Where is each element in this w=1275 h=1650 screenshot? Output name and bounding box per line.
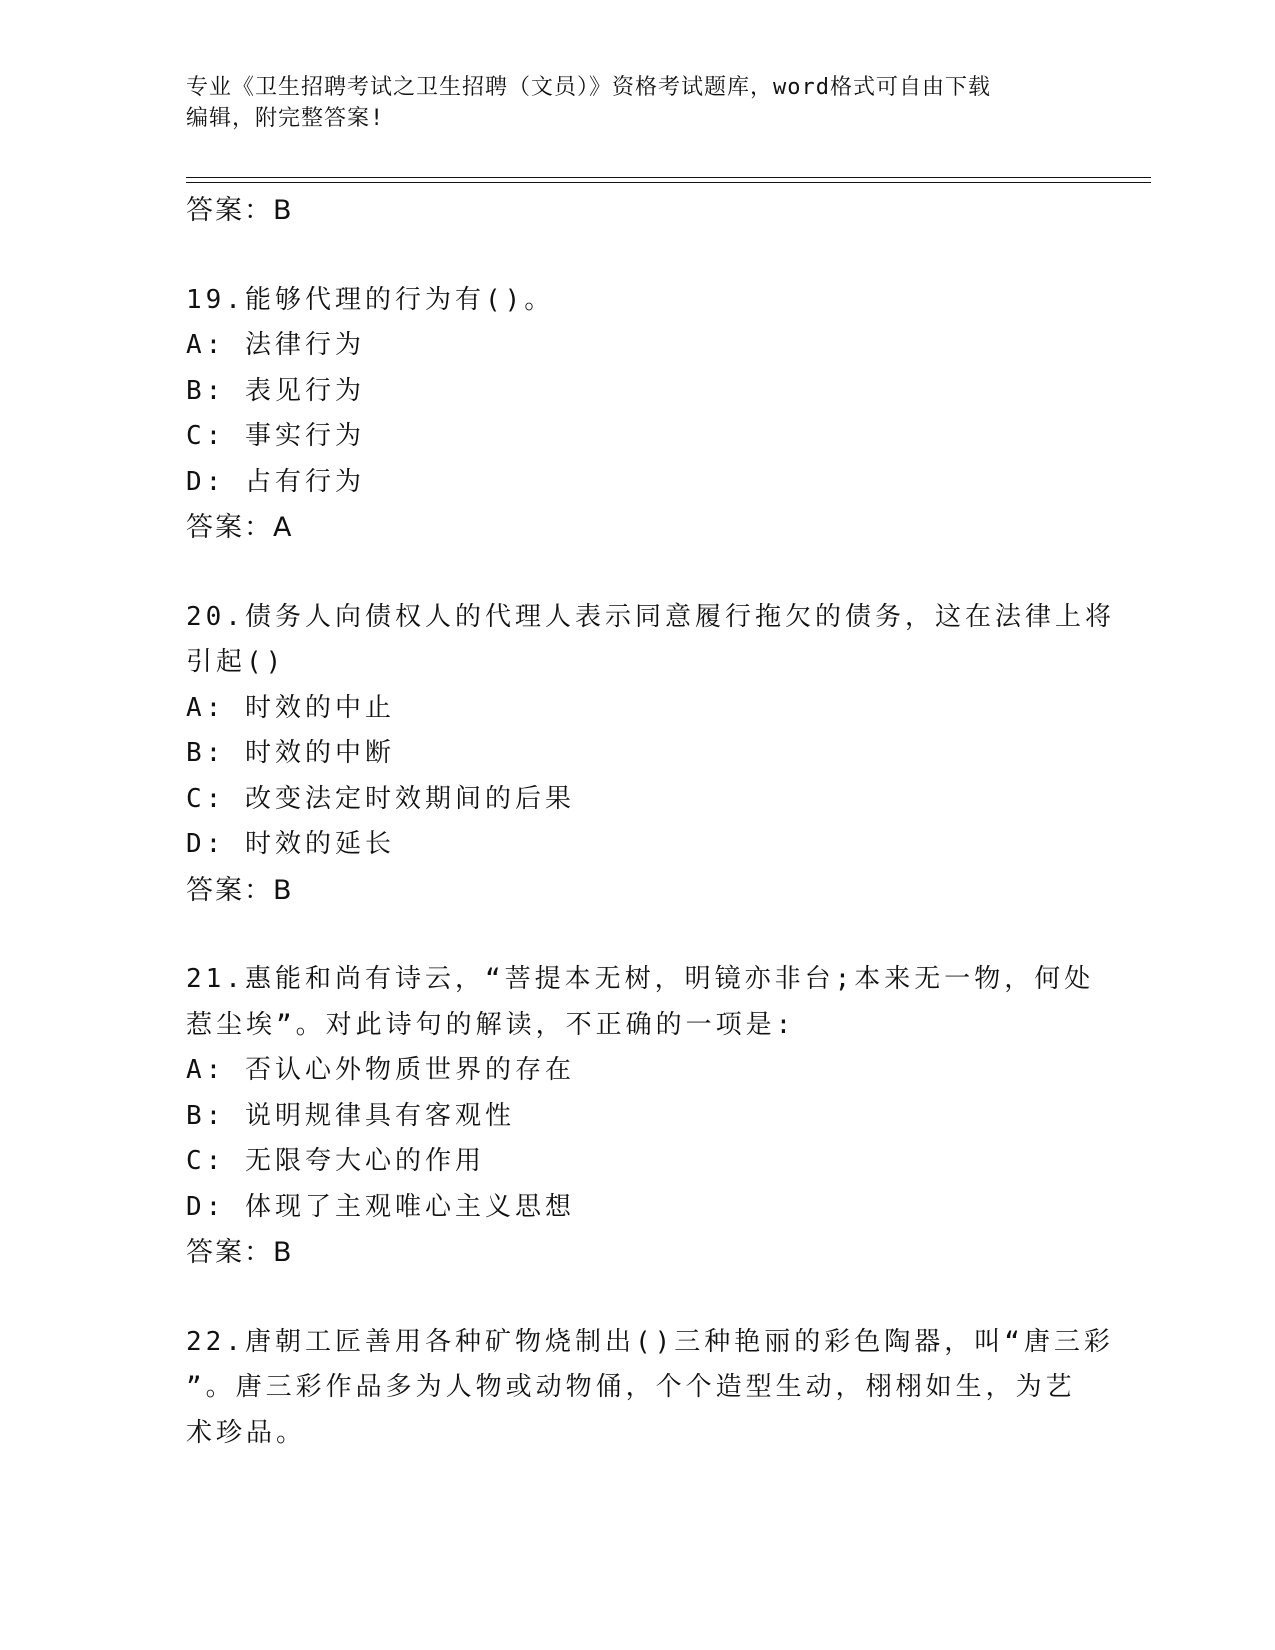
- option-d: D: 体现了主观唯心主义思想: [186, 1191, 575, 1222]
- document-header: [186, 72, 1066, 134]
- question-list: [186, 188, 1115, 1456]
- header-divider-top: [186, 177, 1151, 178]
- option-c: C: 改变法定时效期间的后果: [186, 783, 575, 814]
- option-a: A: 否认心外物质世界的存在: [186, 1055, 575, 1085]
- question-stem: 术珍品。: [186, 1417, 307, 1448]
- option-b: B: 时效的中断: [186, 738, 395, 768]
- question-stem: 21.惠能和尚有诗云，“菩提本无树，明镜亦非台;本来无一物，何处: [186, 964, 1095, 994]
- question-19: [186, 278, 1086, 551]
- option-c: C: 事实行为: [186, 421, 365, 451]
- question-stem: 惹尘埃”。对此诗句的解读，不正确的一项是:: [186, 1009, 796, 1040]
- question-stem: 19.能够代理的行为有()。: [186, 284, 555, 315]
- question-22: [186, 1320, 1114, 1457]
- option-a: A: 法律行为: [186, 330, 365, 360]
- header-line-1: 专业《卫生招聘考试之卫生招聘（文员）》资格考试题库，word格式可自由下载: [186, 75, 991, 100]
- option-c: C: 无限夸大心的作用: [186, 1146, 485, 1176]
- question-21: [186, 957, 1095, 1276]
- header-line-2: 编辑，附完整答案!: [186, 106, 385, 131]
- answer-q19: 答案：A: [186, 512, 294, 543]
- answer-q20: 答案：B: [186, 874, 294, 906]
- option-b: B: 说明规律具有客观性: [186, 1100, 515, 1131]
- option-d: D: 时效的延长: [186, 829, 395, 859]
- answer-q18: 答案：B: [186, 195, 294, 226]
- option-b: B: 表见行为: [186, 375, 365, 406]
- header-divider-bottom: [186, 182, 1151, 183]
- option-a: A: 时效的中止: [186, 692, 395, 723]
- answer-q21: 答案：B: [186, 1237, 294, 1268]
- question-stem: 20.债务人向债权人的代理人表示同意履行拖欠的债务，这在法律上将: [186, 601, 1115, 632]
- question-stem: 引起(): [186, 647, 286, 677]
- question-stem: 22.唐朝工匠善用各种矿物烧制出()三种艳丽的彩色陶器，叫“唐三彩: [186, 1326, 1114, 1357]
- option-d: D: 占有行为: [186, 466, 365, 497]
- question-20: [186, 595, 1115, 914]
- question-stem: ”。唐三彩作品多为人物或动物俑，个个造型生动，栩栩如生，为艺: [186, 1372, 1076, 1402]
